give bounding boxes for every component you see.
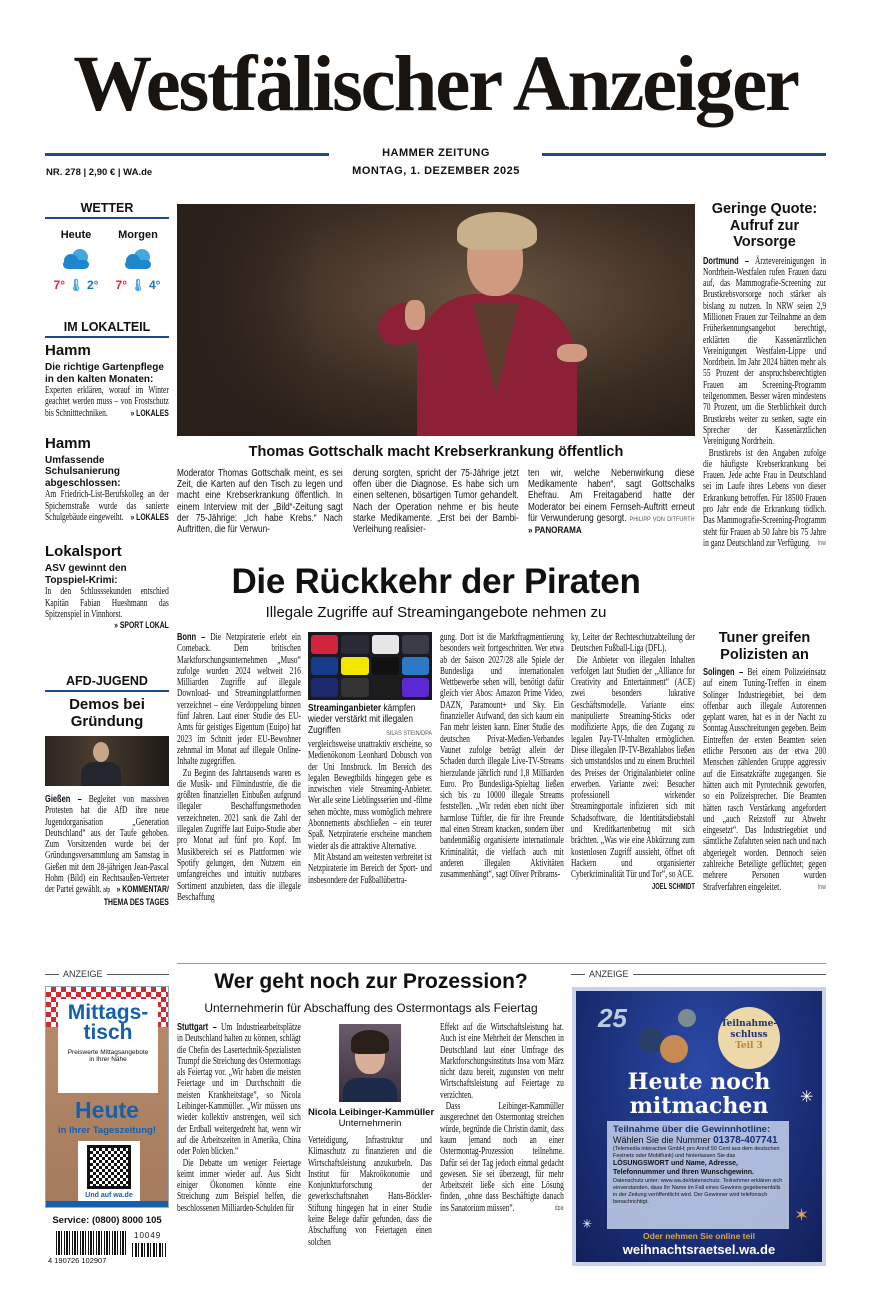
snowflake-icon: ✳ (582, 1217, 593, 1231)
weihnachtsraetsel-ad[interactable]: 25 Teilnahme- schluss Teil 3 Heute noch mitmachen Teilnahme über die Gewinnhotline: Wählen Sie die Nummer 01378-407741 (Telemedia interactive GmbH; pro Anruf 50 Cent aus dem deutschen Festnetz oder Mobilfunk) und hinterlassen Sie das LÖSUNGSWORT und Name, Adresse, Telefonnummer und Ihren Wunschgewinn. Datenschutz unter: www.wa.de/datenschutz. Teilnehmer erklären sich einverstanden, dass Ihr Name im Fall eines Gewinns gegebenenfalls in der Zeitung veröffentlicht wird. Der Gewinner wird telefonisch benachrichtigt. Oder nehmen Sie online teil weihnachtsraetsel.wa.de ✳ ✳ ✶ (572, 987, 826, 1266)
weather-day (109, 229, 167, 292)
site-link[interactable]: WA.de (123, 167, 153, 178)
lokal-item[interactable] (45, 435, 169, 523)
thema-link[interactable]: THEMA DES TAGES (103, 896, 169, 908)
prozession-headline: Wer geht noch zur Prozession? (214, 970, 528, 993)
left-column (45, 201, 169, 631)
lokal-kicker: Umfassende Schulsanierung abgeschlossen: (45, 454, 121, 489)
portrait-name: Nicola Leibinger-Kammüller (308, 1107, 435, 1118)
gottschalk-col-1: Moderator Thomas Gottschalk meint, es sei Zeit, die Karten auf den Tisch zu legen und macht eine Krebserkrankung öffentlich. In einem Interview mit der „Bild“-Zeitung sagt der 75-Jährige: „Ich habe Krebs.“ Nach Auftritten, die für Verwun- (177, 468, 343, 536)
ad-label-left: ANZEIGE (45, 969, 169, 979)
temp-low: 4° (148, 278, 161, 292)
lokal-text: Experten erklären, worauf im Winter geachtet werden muss – von Frostschutz bis Schnitttechniken. » LOKALES (45, 385, 169, 419)
issue-date: MONTAG, 1. DEZEMBER 2025 (352, 165, 520, 177)
lokales-link[interactable]: » LOKALES (130, 407, 169, 419)
prozession-subhead: Unternehmerin für Abschaffung des Ostermontags als Feiertag (204, 1001, 538, 1015)
star-icon: ✶ (794, 1205, 810, 1225)
panorama-link[interactable]: » PANORAMA (528, 525, 582, 537)
piraten-subhead: Illegale Zugriffe auf Streamingangebote nehmen zu (265, 604, 607, 621)
piraten-col-3: gung. Dort ist die Marktfragmentierung besonders weit fortgeschritten. Wer etwa ab der Saison 2027/28 alle Spiele der Bundesliga und internationalen Wettbewerbe sehen will, benötigt dafür gleich vier Abos: Amazon Prime Video, DAZN, Paramount+ und Sky. Ein finanzieller Aufwand, den sich kaum ein Fan mehr leisten kann. Einer Studie des deutschen Privat-Medien-Verbandes Vaunet zufolge beträgt allein der Schaden durch illegale Live-TV-Streams hierzulande jährlich rund 1,8 Milliarden Euro. Pro Bundesliga-Spieltag ließen sich bis zu 10000 illegale Streams feststellen. „Wir reden eben nicht über harmlose Tüftler, die für ihre Freunde mal einen Stream knacken, sondern über bandenmäßig organisierte internationale Kriminalität, die vielfach auch mit anderen illegalen Aktivitäten zusammenhängt“, sagt Oliver Pribrams- (440, 632, 564, 881)
portrait-photo (339, 1024, 401, 1102)
thermometer-icon: 🌡 (130, 278, 146, 292)
vorsorge-text: Dortmund – Ärztevereinigungen in Nordrhein-Westfalen rufen Frauen dazu auf, das Mammografie-Screening zur Brustkrebsvorsorge noch stärker als bislang zu nutzen. In NRW seien 2,9 Millionen Frauen zur Teilnahme an dem Früherkennungsangebot berechtigt, erklärten die Kassenärztlichen Vereinigungen Westfalen-Lippe und Nordrhein. Im Jahr 2024 hätten mehr als 55 Prozent der anspruchsberechtigten Frauen am Screening-Programm teilgenommen. Besser wären mindestens 70 Prozent, um die Sterblichkeit durch Brustkrebs weiter zu senken, sagte ein Sprecher der Kassenärztlichen Vereinigung Nordrhein. Brustkrebs ist den Angaben zufolge die häufigste Krebserkrankung bei Frauen. Jede achte Frau in Deutschland sei im Laufe ihres Lebens von dieser Erkrankung betroffen. Für 18500 Frauen pro Jahr ende die Erkrankung tödlich. Das Mammografie-Screening-Programm steht für Frauen ab 50 Jahre bis 75 Jahre in ganz Deutschland zur Verfügung. lnw (703, 255, 827, 549)
barcode: 10049 4 190726 102907 (48, 1231, 168, 1265)
service-phone: Service: (0800) 8000 105 (52, 1215, 162, 1226)
weather-day-label: Heute (60, 229, 92, 241)
tuner-article (703, 630, 826, 893)
afd-article (45, 674, 169, 908)
issue-number: NR. 278 (46, 167, 81, 178)
masthead-rule-left (45, 153, 329, 156)
piraten-col-1: Bonn – Die Netzpiraterie erlebt ein Comeback. Dem britischen Marktforschungsunternehmen „Muso“ zufolge wurden 2024 weltweit 216 Milliarden Zugriffe auf illegale Download- und Streamingplattformen verzeichnet – eine Verdoppelung binnen fünf Jahren. Laut einer Studie des EU-Amts für geistiges Eigentum (Euipo) hat 2023 im Schnitt jeder EU-Bewohner zehnmal im Monat auf illegale Online-Inhalte zugegriffen. Zu Beginn des Jahrtausends waren es die Musik- und Filmindustrie, die die größten finanziellen Einbußen aufgrund illegaler Beschaffungsmethoden verzeichneten. 2021 sank die Zahl der illegalen Zugriffe laut Euipo-Studie aber pro Monat auf fünf pro Kopf. Im Musikbereich sei es Plattformen wie Spotify gelungen, den Nutzern ein umfangreiches und intuitiv nutzbares Sortiment anzubieten, dass die illegale Beschaffung (177, 632, 301, 903)
hotline-number[interactable]: 01378-407741 (713, 1135, 778, 1146)
weather-widget (45, 229, 169, 292)
piraten-author: JOEL SCHMIDT (652, 881, 695, 891)
lokal-city: Hamm (45, 434, 91, 452)
streaming-caption: Streaminganbieter kämpfen wieder verstärkt mit illegalen Zugriffen SILAS STEIN/DPA (308, 703, 433, 737)
weather-temps (109, 278, 167, 292)
weather-day-label: Morgen (118, 229, 158, 241)
afd-photo (45, 736, 169, 786)
qr-code[interactable] (87, 1145, 131, 1189)
tuner-text: Solingen – Bei einem Polizeieinsatz auf einem Tuning-Treffen in einem Solinger Industriegebiet, bei dem offenbar auch illegale Autorennen geplant waren, hat es in der Nacht zu Sonntag Ausschreitungen gegeben. Beim Eintreffen der ersten Beamten seien etliche Personen aus der etwa 200 Menschen zählenden Gruppe aggressiv auf die Einsatzkräfte zugegangen. Sie hätten auch mit Pyrotechnik geworfen, so ein Polizeisprecher. Die Beamten hätten rasch Verstärkung angefordert und „auch Reizstoff zur Abwehr eingesetzt“. Das Industriegebiet und sämtliche Zufahrten seien nach und nach abgeriegelt worden. Dennoch seien zahlreiche Beteiligte geflüchtet; gegen mehrere Personen wurden Strafverfahren eingeleitet. lnw (703, 667, 827, 893)
snowflake-icon: ✳ (800, 1089, 814, 1106)
afd-section: AFD-JUGEND (45, 674, 169, 692)
prozession-col-3: Effekt auf die Wirtschaftsleistung hat. Auch ist eine Mehrheit der Menschen in Deutschland laut einer Umfrage des Marktforschungsinstituts Insa vom März nicht dazu bereit, zugunsten von mehr Wirtschaftsleistung auf Feiertage zu verzichten. Dass Leibinger-Kammüller ausgerechnet den Ostermontag streichen würde, begründe die Christin damit, dass kaum jemand noch an einer Ostermontag-Prozession teilnehme. Dafür sei der Tag jedoch einmal gedacht gewesen. Sie sei überzeugt, für mehr Arbeitszeit ließe sich eine Lösung finden, „ohne dass Beschäftigte danach ins Sanatorium müssen“. dpa (440, 1022, 564, 1214)
mittagstisch-ad[interactable]: Mittags- tisch Preiswerte Mittagsangebote in Ihrer Nähe Heute in Ihrer Tageszeitung! Und auf wa.de (45, 986, 169, 1208)
lokales-link[interactable]: » LOKALES (130, 511, 169, 523)
sport-lokal-link[interactable]: » SPORT LOKAL (114, 620, 169, 632)
ad-label-right: ANZEIGE (571, 969, 826, 979)
lokal-city: Hamm (45, 342, 91, 359)
afd-text: Gießen – Begleitet von massiven Protesten hat die AfD ihre neue Jugendorganisation „Generation Deutschland“ aus der Taufe gehoben. Zum Vorsitzenden wurde bei der Gründungsversammlung am Samstag in Gießen mit dem 28-jährigen Jean-Pascal Hohm (Bild) ein Rechtsaußen-Vertreter der Partei gewählt. afp » KOMMENTAR/ THEMA DES TAGES (45, 794, 169, 908)
lokal-city: Lokalsport (45, 543, 122, 561)
temp-high: 7° (115, 278, 128, 292)
gottschalk-photo (177, 204, 695, 436)
prozession-col-2: Nicola Leibinger-Kammüller Unternehmerin Verteidigung, Infrastruktur und Klimaschutz zu finanzieren und die Wirtschaftsleistung anzukurbeln. Das Institut für Makroökonomie und Konjunkturforschung der gewerkschaftsnahen Hans-Böckler-Stiftung hingegen hat in einer Studie keine Belege dafür gefunden, dass die Abschaffung von Feiertagen einen solchen (308, 1022, 432, 1248)
issue-price: 2,90 € (88, 167, 116, 178)
weather-day (47, 229, 105, 292)
edition-name: HAMMER ZEITUNG (382, 147, 490, 159)
lokalteil-title: IM LOKALTEIL (45, 320, 169, 338)
lokal-text: Am Friedrich-List-Berufskolleg an der Spichernstraße wurde das sanierte Schulgebäude eingeweiht. » LOKALES (45, 489, 169, 523)
issue-info: NR. 278 | 2,90 € | WA.de (46, 167, 153, 178)
prozession-col-1: Stuttgart – Um Industriearbeitsplätze in Deutschland halten zu können, schlägt die Chefin des Lasertechnik-Spezialisten Trumpf die Streichung des Ostermontags als Feiertag vor. „Wir haben die meisten Feiertage und im Durchschnitt die meisten Krankheitstage“, so Nicola Leibinger-Kammüller. „Wir müssen uns wieder kollektiv anstrengen, weil sich der Erdball weitergedreht hat, wenn wir auf die Arbeitszeiten in Amerika, China oder Polen blicken.“ Die Debatte um weniger Feiertage keimt immer wieder auf. Aus Sicht einiger Ökonomen könnte eine Streichung zum Beispiel helfen, die beschlossenen Milliarden-Schulden für (177, 1022, 301, 1214)
temp-low: 2° (86, 278, 99, 292)
ad-url-link[interactable]: weihnachtsraetsel.wa.de (622, 1242, 776, 1257)
cloud-icon (58, 247, 94, 271)
lokal-kicker: ASV gewinnt den Topspiel-Krimi: (45, 563, 127, 586)
masthead-rule-right (542, 153, 826, 156)
gottschalk-col-3: ten wir, welche Nebenwirkung diese Medikamente haben“, sagt Gottschalks Ehefrau. Am Freitagabend hatte der Moderator bei einem Fernseh-Auftritt erneut für Verwunderung gesorgt. PHILIPP VON DITFURTH » PANORAMA (528, 468, 695, 537)
vorsorge-headline: Geringe Quote: Aufruf zur Vorsorge (711, 201, 818, 250)
piraten-col-4: ky, Leiter der Rechteschutzabteilung der Deutschen Fußball-Liga (DFL). Die Anbieter von illegalen Inhalten verfolgen laut Studien der „Alliance for Creativity and Entertainment“ (ACE) zwei besonders lukrative Geschäftsmodelle. Variante eins: manipulierte Streaming-Sticks oder modifizierte Apps, die den Zugang zu legalen Pay-TV-Inhalten ermöglichen. Diese illegalen IP-TV-Bezahlabos ließen sich umstandslos und zu einem Bruchteil des Preises der Originalanbieter online erwerben. Variante zwei: Besucher professionell wirkender Streamingportale infizieren sich mit Schadsoftware, die Identitätsdiebstahl und Kreditkartenbetrug mit sich brächten. „Was wie eine Abkürzung zum kostenlosen Zugriff aussieht, öffnet oft Hackern und organisierter Cyberkriminalität Tür und Tor“, so ACE. JOEL SCHMIDT (571, 632, 695, 891)
lokalsport-item[interactable] (45, 543, 169, 632)
thermometer-icon: 🌡 (68, 278, 84, 292)
fold-rule (177, 963, 826, 964)
lokal-text: In den Schlusssekunden entschied Kapitän Fabian Hueshmann das Spitzenspiel in Vinnhorst. » SPORT LOKAL (45, 586, 169, 632)
streaming-photo (308, 632, 432, 700)
masthead-title: Westfälischer Anzeiger (73, 41, 798, 128)
weather-temps (47, 278, 105, 292)
lokal-item[interactable] (45, 342, 169, 419)
photo-credit: PHILIPP VON DITFURTH (629, 515, 695, 523)
temp-high: 7° (53, 278, 66, 292)
afd-headline: Demos bei Gründung (69, 696, 145, 730)
kommentar-link[interactable]: » KOMMENTAR/ (116, 884, 169, 896)
gottschalk-col-2: derung sorgten, spricht der 75-Jährige jetzt offen über die Diagnose. Es habe sich um einen seltenen, bösartigen Tumor gehandelt. Nach der Operation nehme er bis heute starke Medikamente. „Erst bei der Bambi-Verleihung realisier- (353, 468, 519, 536)
weather-title: WETTER (45, 201, 169, 219)
piraten-headline: Die Rückkehr der Piraten (231, 562, 641, 601)
lokal-kicker: Die richtige Gartenpflege in den kalten Monaten: (45, 362, 164, 385)
portrait-role: Unternehmerin (338, 1118, 402, 1129)
gottschalk-headline: Thomas Gottschalk macht Krebserkrankung öffentlich (248, 444, 624, 460)
cloud-icon (120, 247, 156, 271)
tuner-headline: Tuner greifen Polizisten an (718, 630, 811, 663)
vorsorge-article (703, 201, 826, 549)
piraten-col-2: Streaminganbieter kämpfen wieder verstärkt mit illegalen Zugriffen SILAS STEIN/DPA vergleichsweise unattraktiv erscheine, so Medienökonom Leonhard Dobusch von der Uni Innsbruck. Im Bereich des legalen Bewegtbilds hingegen gebe es inzwischen viele Streaming-Anbieter. Wer alle seine Lieblingsserien und -filme sehen möchte, muss womöglich mehrere Abonnements abschließen – ein teurer Spaß. Netzpiraterie erscheine manchem wieder als die attraktive Alternative. Mit Abstand am weitesten verbreitet ist Netzpiraterie im Bereich der Sport- und insbesondere der Fußballübertra- (308, 632, 432, 886)
